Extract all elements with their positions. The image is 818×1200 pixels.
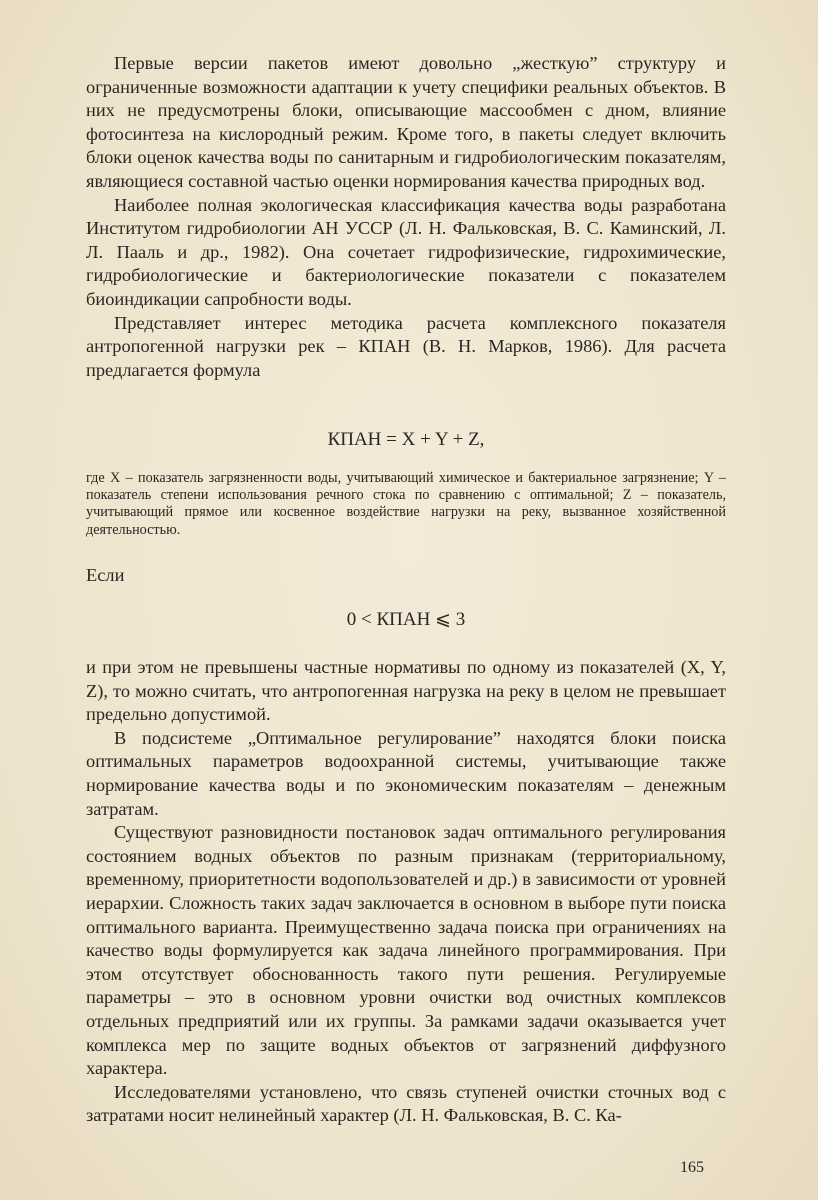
formula-legend-note: где X – показатель загрязненности воды, учитывающий химическое и бактериальное загрязнение; Y – показатель степени использования речного стока по сравнению с оптимальной; Z – показатель, учитывающий прямое или косвенное воздействие нагрузки на реку, вызванное хозяйственной деятельностью. [86,470,726,538]
paragraph-optimal-regulation: В подсистеме „Оптимальное регулирование” находятся блоки поиска оптимальных параметров водоохранной системы, учитывающие также нормирование качества воды и по экономическим показателям – денежным затратам. [86,727,726,819]
formula-kpan-sum: КПАН = X + Y + Z, [327,429,485,450]
paragraph-researchers-findings: Исследователями установлено, что связь ступеней очистки сточных вод с затратами носит нелинейный характер (Л. Н. Фальковская, В. С. Ка- [86,1081,726,1126]
paragraph-ecological-classification: Наиболее полная экологическая классификация качества воды разработана Институтом гидробиологии АН УССР (Л. Н. Фальковская, В. С. Каминский, Л. Л. Пааль и др., 1982). Она сочетает гидрофизические, гидрохимические, гидробиологические и бактериологические показатели с показателем биоиндикации сапробности воды. [86,194,726,309]
paragraph-problem-variants: Существуют разновидности постановок задач оптимального регулирования состоянием водных объектов по разным признакам (территориальному, временному, приоритетности водопользователей и др.) в зависимости от уровней иерархии. Сложность таких задач заключается в основном в выборе пути поиска оптимального варианта. Преимущественно задача поиска при ограничениях на качество воды формулируется как задача линейного программирования. При этом отсутствует обоснованность такого пути решения. Регулируемые параметры – это в основном уровни очистки вод очистных комплексов отдельных предприятий или их группы. За рамками задачи оказывается учет комплекса мер по защите водных объектов от загрязнений диффузного характера. [86,822,726,1079]
if-word: Если [86,565,125,585]
top-text-block [86,52,726,382]
paragraph-package-versions: Первые версии пакетов имеют довольно „жесткую” структуру и ограниченные возможности адаптации к учету специфики реальных объектов. В них не предусмотрены блоки, описывающие массообмен с дном, влияние фотосинтеза на кислородный режим. Кроме того, в пакеты следует включить блоки оценок качества воды по санитарным и гидробиологическим показателям, являющиеся составной частью оценки нормирования качества природных вод. [86,53,726,191]
page-number: 165 [680,1159,704,1176]
paragraph-kpan-method: Представляет интерес методика расчета комплексного показателя антропогенной нагрузки рек – КПАН (В. Н. Марков, 1986). Для расчета предлагается формула [86,312,726,380]
bottom-text-block [86,656,726,1128]
paragraph-load-conclusion: и при этом не превышены частные нормативы по одному из показателей (X, Y, Z), то можно считать, что антропогенная нагрузка на реку в целом не превышает предельно допустимой. [86,657,726,725]
formula-kpan-range: 0 < КПАН ⩽ 3 [346,609,466,630]
